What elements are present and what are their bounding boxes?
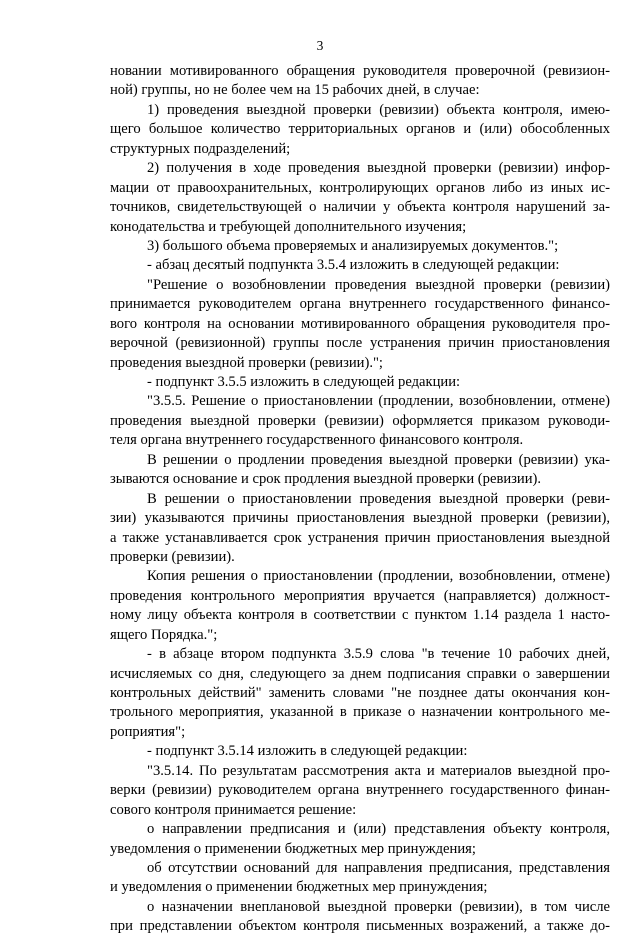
text-line: "Решение о возобновлении проведения выездной проверки (ревизии) bbox=[147, 276, 610, 293]
text-line: принимается руководителем органа внутреннего государственного финансо- bbox=[110, 296, 610, 313]
text-line: роприятия"; bbox=[110, 723, 186, 740]
text-line: уведомления о применении бюджетных мер принуждения; bbox=[110, 840, 476, 857]
text-line: вого контроля на основании мотивированного обращения руководителя про- bbox=[110, 315, 610, 332]
text-line: проведения контрольного мероприятия вручается (направляется) должност- bbox=[110, 587, 610, 604]
text-line: мации от правоохранительных, контролирующих органов либо из иных ис- bbox=[110, 179, 610, 196]
text-line: "3.5.5. Решение о приостановлении (продлении, возобновлении, отмене) bbox=[147, 393, 610, 410]
text-line: 1) проведения выездной проверки (ревизии) объекта контроля, имею- bbox=[147, 101, 610, 118]
text-line: о направлении предписания и (или) представления объекту контроля, bbox=[147, 821, 610, 838]
text-line: зываются основание и срок продления выездной проверки (ревизии). bbox=[110, 471, 542, 488]
document-body bbox=[110, 62, 610, 937]
text-line: верочной (ревизионной) группы после устранения причин приостановления bbox=[110, 335, 610, 352]
text-line: В решении о продлении проведения выездной проверки (ревизии) ука- bbox=[147, 451, 610, 468]
text-line: и уведомления о применении бюджетных мер принуждения; bbox=[110, 879, 488, 896]
text-line: проведения выездной проверки (ревизии) оформляется приказом руководи- bbox=[110, 412, 610, 429]
text-line: Копия решения о приостановлении (продлении, возобновлении, отмене) bbox=[147, 568, 610, 585]
text-line: щего большое количество территориальных органов и (или) обособленных bbox=[110, 121, 610, 138]
text-line: проверки (ревизии). bbox=[110, 548, 235, 565]
text-line: зии) указываются причины приостановления выездной проверки (ревизии), bbox=[110, 510, 610, 527]
page-number: 3 bbox=[316, 38, 324, 53]
text-line: ному лицу объекта контроля в соответствии с пунктом 1.14 раздела 1 насто- bbox=[110, 607, 610, 624]
text-line: исчисляемых со дня, следующего за днем подписания справки о завершении bbox=[110, 665, 610, 682]
text-line: трольного мероприятия, указанной в приказе о назначении контрольного ме- bbox=[110, 704, 610, 721]
text-line: при представлении объектом контроля письменных возражений, а также до- bbox=[110, 918, 610, 935]
text-line: об отсутствии оснований для направления предписания, представления bbox=[147, 859, 610, 876]
text-line: верки (ревизии) руководителем органа внутреннего государственного финан- bbox=[110, 782, 610, 799]
text-line: - подпункт 3.5.14 изложить в следующей редакции: bbox=[147, 743, 468, 760]
text-line: а также устанавливается срок устранения причин приостановления выездной bbox=[110, 529, 610, 546]
text-line: ящего Порядка."; bbox=[110, 626, 218, 643]
text-line: - абзац десятый подпункта 3.5.4 изложить в следующей редакции: bbox=[147, 257, 560, 274]
text-line: - в абзаце втором подпункта 3.5.9 слова "в течение 10 рабочих дней, bbox=[147, 646, 610, 663]
text-line: ной) группы, но не более чем на 15 рабочих дней, в случае: bbox=[110, 82, 480, 99]
text-line: о назначении внеплановой выездной проверки (ревизии), в том числе bbox=[147, 898, 610, 915]
text-line: 3) большого объема проверяемых и анализируемых документов."; bbox=[147, 237, 559, 254]
text-line: сового контроля принимается решение: bbox=[110, 801, 357, 818]
text-line: конодательства и требующей дополнительного изучения; bbox=[110, 218, 467, 235]
text-line: - подпункт 3.5.5 изложить в следующей редакции: bbox=[147, 374, 461, 390]
text-line: теля органа внутреннего государственного финансового контроля. bbox=[110, 432, 524, 449]
text-line: В решении о приостановлении проведения выездной проверки (реви- bbox=[147, 490, 610, 507]
text-line: "3.5.14. По результатам рассмотрения акта и материалов выездной про- bbox=[147, 762, 610, 779]
text-line: новании мотивированного обращения руководителя проверочной (ревизион- bbox=[110, 63, 610, 79]
text-line: проведения выездной проверки (ревизии)."; bbox=[110, 354, 383, 371]
text-line: структурных подразделений; bbox=[110, 140, 291, 157]
text-line: контрольных действий" заменить словами "не позднее даты окончания кон- bbox=[110, 685, 610, 701]
text-line: 2) получения в ходе проведения выездной проверки (ревизии) инфор- bbox=[147, 160, 610, 177]
text-line: точников, свидетельствующей о наличии у объекта контроля нарушений за- bbox=[110, 199, 610, 216]
